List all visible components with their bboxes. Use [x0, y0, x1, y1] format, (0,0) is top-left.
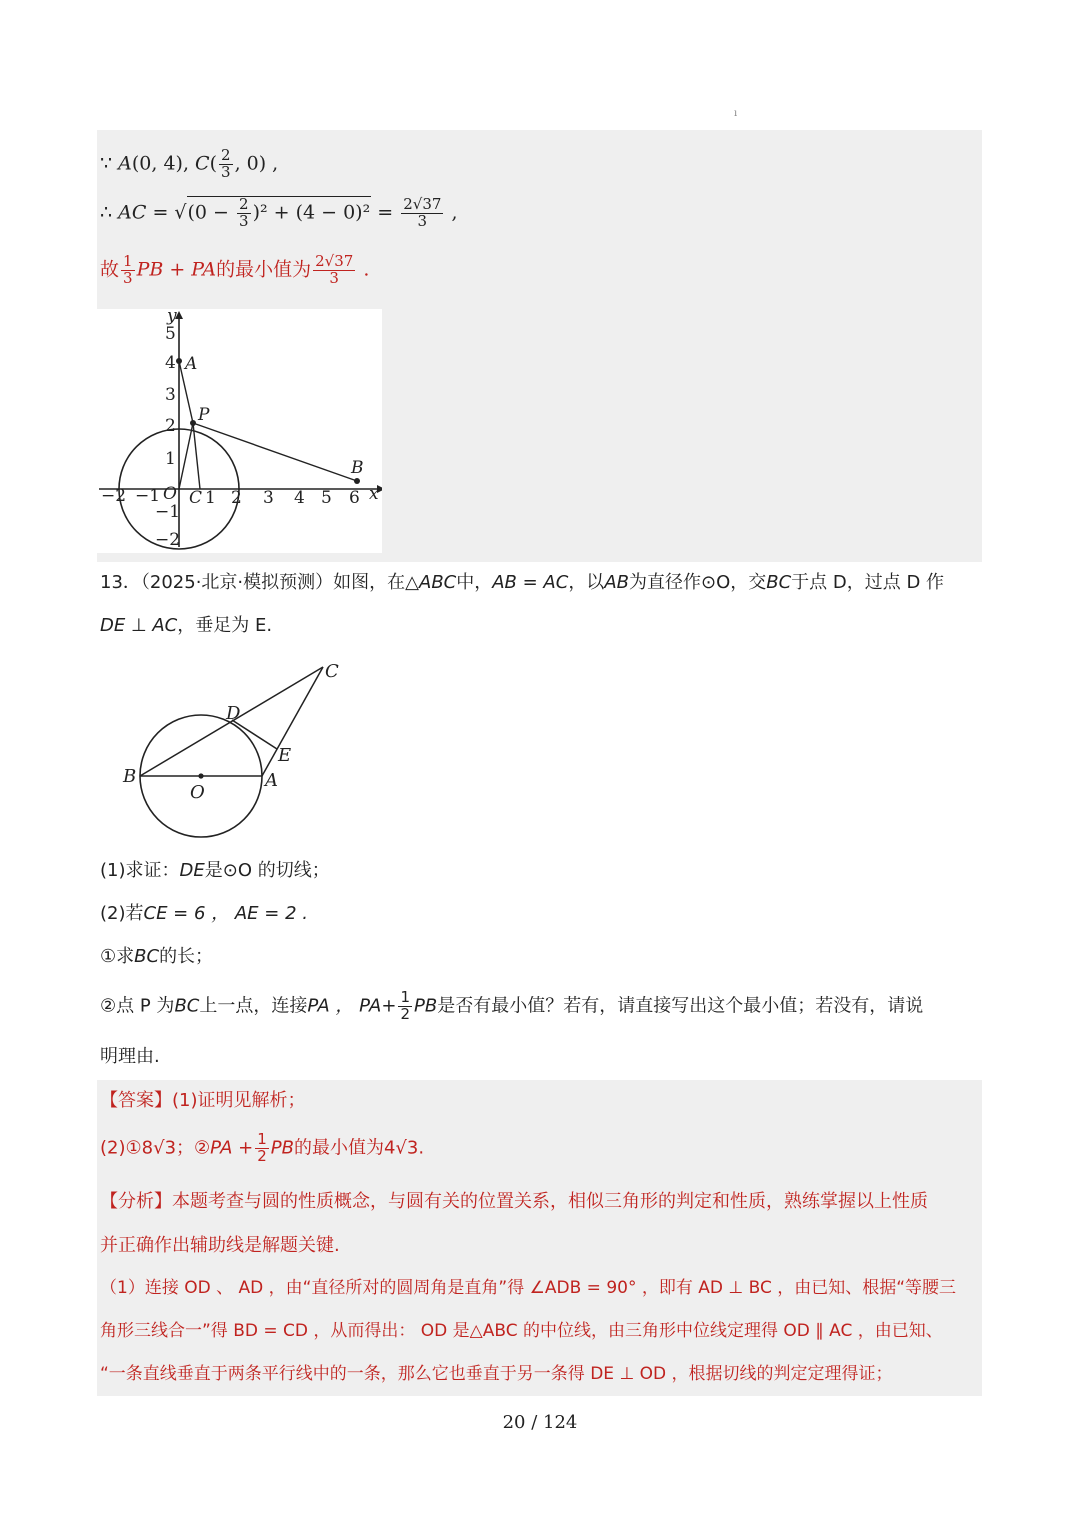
problem-13-line-1: 13．（2025·北京·模拟预测）如图，在△ABC中，AB = AC，以AB为直径作⊙O，交BC于点 D，过点 D 作: [100, 572, 945, 593]
x-tick-neg1: −1: [135, 486, 161, 506]
analysis-p1-line-2: 角形三线合一”得 BD = CD ，从而得出： OD 是△ABC 的中位线，由三角形中位线定理得 OD ∥ AC ，由已知、: [100, 1321, 943, 1341]
solution-line-2: ∴ AC = √(0 − $\frac{2}{3}$ )² + (4 − 0)² = $\frac{2√37}{3}$ ,: [100, 195, 458, 230]
x-axis-label: x: [369, 484, 379, 504]
point-P: [190, 420, 196, 426]
point-B: [354, 478, 360, 484]
y-tick-3: 3: [165, 385, 176, 405]
answer-line-2: (2)①8√3；②PA + $\frac{1}{2}$ PB的最小值为4√3.: [100, 1130, 425, 1165]
fig13-label-B: B: [123, 766, 137, 787]
stray-mark: ı: [734, 108, 738, 119]
x-tick-1: 1: [205, 488, 216, 508]
point-A: [176, 358, 182, 364]
question-2b-cont: 明理由.: [100, 1046, 160, 1067]
y-tick-neg1: −1: [155, 502, 181, 522]
solution-line-3: 故 $\frac{1}{3}$ PB + PA的最小值为 $\frac{2√37}{3}$ .: [100, 252, 370, 287]
y-tick-1: 1: [165, 449, 176, 469]
problem-13-line-2: DE ⊥ AC，垂足为 E.: [100, 615, 273, 636]
origin-label: O: [163, 484, 177, 504]
analysis-p1-line-3: “一条直线垂直于两条平行线中的一条，那么它也垂直于另一条得 DE ⊥ OD ，根据切线的判定定理得证；: [100, 1364, 893, 1384]
coordinate-graph: [97, 309, 382, 553]
fig13-label-O: O: [190, 782, 205, 803]
x-tick-4: 4: [294, 488, 305, 508]
y-tick-2: 2: [165, 416, 176, 436]
x-tick-6: 6: [349, 488, 360, 508]
y-tick-4: 4: [165, 353, 176, 373]
answer-line-1: 【答案】(1)证明见解析；: [100, 1090, 306, 1111]
center-O: [198, 773, 203, 778]
y-axis-label: y: [167, 309, 177, 326]
fig13-label-C: C: [325, 661, 339, 682]
analysis-line-2: 并正确作出辅助线是解题关键.: [100, 1235, 340, 1256]
label-P: P: [198, 405, 210, 425]
question-1: (1)求证：DE是⊙O 的切线；: [100, 860, 330, 881]
question-2: (2)若CE = 6 ， AE = 2 .: [100, 903, 308, 924]
figure-13: [110, 655, 350, 845]
label-A: A: [185, 354, 198, 374]
x-tick-5: 5: [321, 488, 332, 508]
label-B: B: [351, 458, 364, 478]
question-2b: ②点 P 为BC上一点，连接PA ， PA+ $\frac{1}{2}$ PB是否有最小值？若有，请直接写出这个最小值；若没有，请说: [100, 988, 924, 1023]
x-tick-3: 3: [263, 488, 274, 508]
fig13-label-A: A: [265, 770, 278, 791]
page-number: 20 / 124: [502, 1412, 578, 1433]
analysis-p1-line-1: （1）连接 OD 、 AD ，由“直径所对的圆周角是直角”得 ∠ADB = 90° ，即有 AD ⊥ BC ，由已知、根据“等腰三: [100, 1278, 957, 1298]
question-2a: ①求BC的长；: [100, 946, 214, 967]
x-tick-2: 2: [231, 488, 242, 508]
analysis-line-1: 【分析】本题考查与圆的性质概念，与圆有关的位置关系，相似三角形的判定和性质，熟练掌握以上性质: [100, 1191, 928, 1212]
fig13-label-D: D: [226, 703, 241, 724]
label-C: C: [189, 488, 203, 508]
solution-line-1: ∵ A(0, 4), C( $\frac{2}{3}$ , 0) ,: [100, 146, 279, 181]
y-tick-neg2: −2: [155, 530, 181, 550]
y-tick-5: 5: [165, 324, 176, 344]
fig13-label-E: E: [278, 745, 292, 766]
x-tick-neg2: −2: [101, 486, 127, 506]
